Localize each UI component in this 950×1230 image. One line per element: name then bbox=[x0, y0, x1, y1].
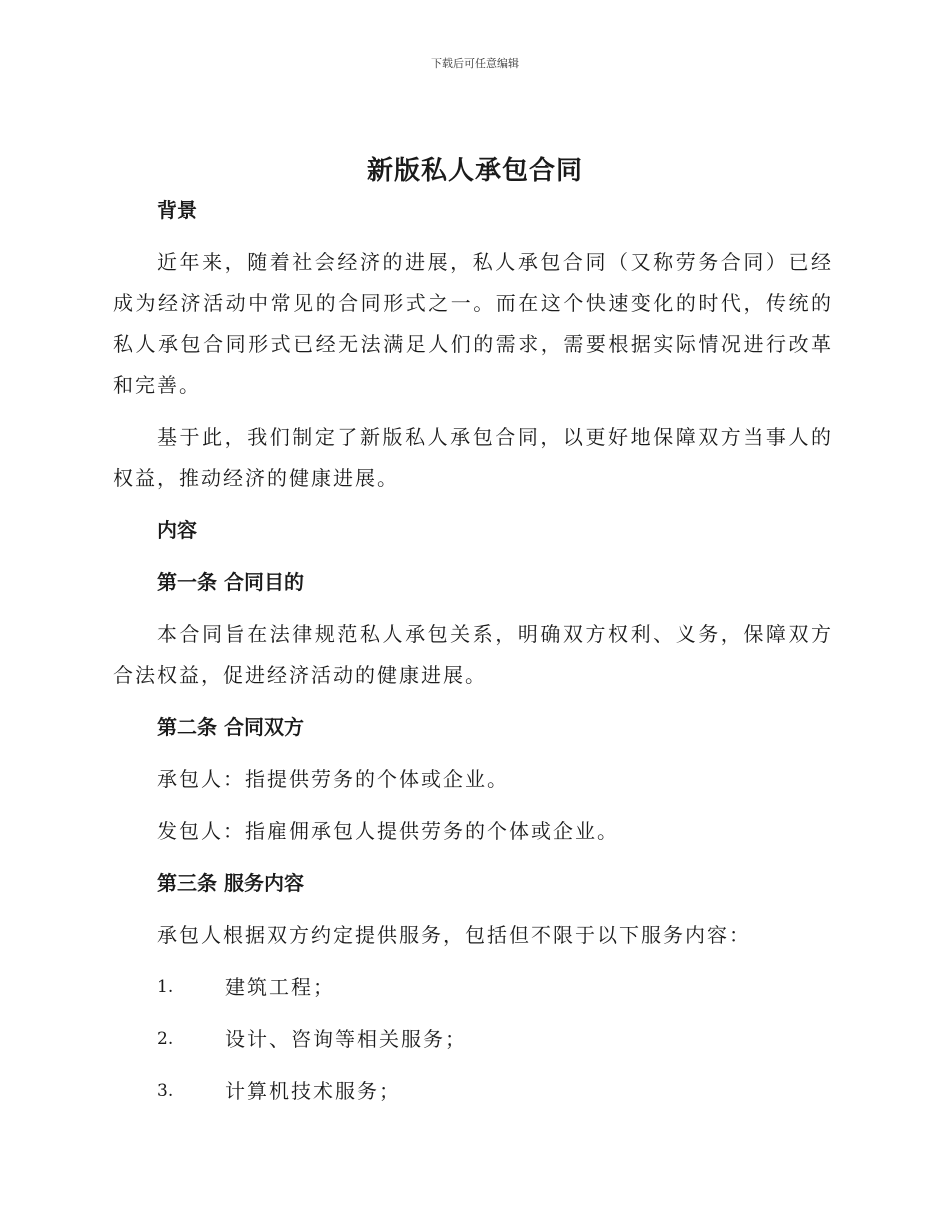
section-heading-background: 背景 bbox=[157, 198, 197, 222]
list-item-number: 1. bbox=[157, 977, 174, 997]
list-item bbox=[113, 1071, 833, 1123]
list-item bbox=[113, 967, 833, 1019]
background-paragraph-2: 基于此，我们制定了新版私人承包合同，以更好地保障双方当事人的权益，推动经济的健康进展。 bbox=[113, 425, 833, 490]
list-item bbox=[113, 1019, 833, 1071]
article-1-heading: 第一条 合同目的 bbox=[157, 570, 304, 594]
article-3-intro: 承包人根据双方约定提供服务，包括但不限于以下服务内容： bbox=[157, 923, 751, 947]
background-paragraph-1: 近年来，随着社会经济的进展，私人承包合同（又称劳务合同）已经成为经济活动中常见的合同形式之一。而在这个快速变化的时代，传统的私人承包合同形式已经无法满足人们的需求，需要根据实际情况进行改革和完善。 bbox=[113, 250, 833, 397]
article-3-heading: 第三条 服务内容 bbox=[157, 871, 304, 895]
list-item-text: 建筑工程； bbox=[225, 975, 335, 999]
page-header-note: 下载后可任意编辑 bbox=[431, 57, 519, 70]
article-2-heading: 第二条 合同双方 bbox=[157, 715, 304, 739]
article-2-contractor-definition: 承包人：指提供劳务的个体或企业。 bbox=[157, 767, 509, 791]
article-1-paragraph: 本合同旨在法律规范私人承包关系，明确双方权利、义务，保障双方合法权益，促进经济活动的健康进展。 bbox=[113, 622, 833, 687]
list-item-number: 2. bbox=[157, 1029, 174, 1049]
list-item-text: 计算机技术服务； bbox=[225, 1079, 401, 1103]
document-body bbox=[113, 190, 833, 1123]
list-item-text: 设计、咨询等相关服务； bbox=[225, 1027, 467, 1051]
article-2-employer-definition: 发包人：指雇佣承包人提供劳务的个体或企业。 bbox=[157, 819, 619, 843]
document-title: 新版私人承包合同 bbox=[366, 156, 583, 186]
list-item-number: 3. bbox=[157, 1081, 174, 1101]
section-heading-content: 内容 bbox=[157, 518, 197, 542]
